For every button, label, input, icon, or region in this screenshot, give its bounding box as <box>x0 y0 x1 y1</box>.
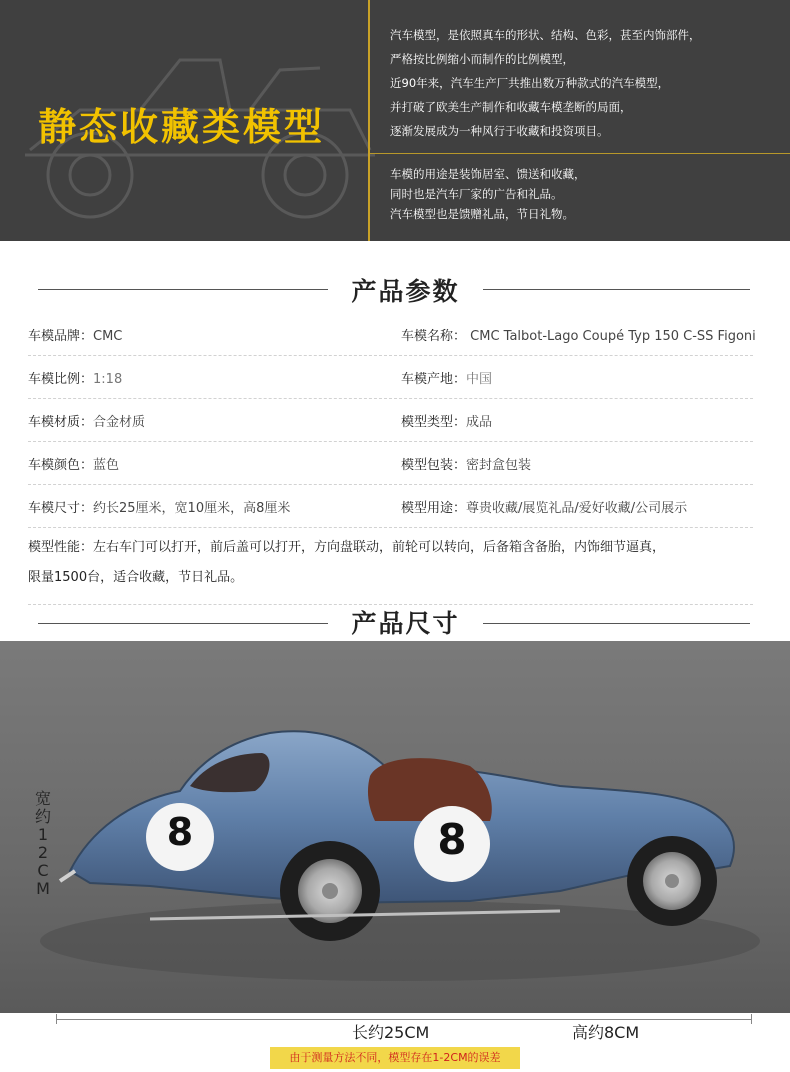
params-heading-text: 产品参数 <box>351 277 460 306</box>
param-label: 模型类型： <box>401 415 467 430</box>
param-value: 1:18 <box>93 372 123 387</box>
banner-intro-text <box>390 23 701 143</box>
param-row <box>28 355 753 399</box>
param-type <box>401 411 492 430</box>
param-label: 车模名称： <box>401 329 467 344</box>
param-value: 左右车门可以打开，前后盖可以打开，方向盘联动，前轮可以转向，后备箱含备胎，内饰细节逼真， <box>93 540 666 555</box>
banner-title: 静态收藏类模型 <box>38 104 326 149</box>
param-material <box>28 411 145 430</box>
dim-char: M <box>36 879 50 898</box>
performance-line: 限量1500台，适合收藏，节日礼品。 <box>28 570 244 585</box>
product-photo <box>0 641 790 1013</box>
params-section-heading <box>0 272 790 308</box>
usage-line: 同时也是汽车厂家的广告和礼品。 <box>390 187 563 201</box>
measurement-note: 由于测量方法不同，模型存在1-2CM的误差 <box>270 1047 520 1069</box>
front-wheel <box>627 836 717 926</box>
intro-line: 逐渐发展成为一种风行于收藏和投资项目。 <box>390 124 609 138</box>
banner-divider-horizontal <box>370 153 790 154</box>
size-section-heading <box>0 604 790 640</box>
heading-rule-right <box>483 289 750 290</box>
heading-rule-right <box>483 623 750 624</box>
race-number-rear: 8 <box>166 810 194 854</box>
param-row <box>28 441 753 485</box>
heading-rule-left <box>38 623 328 624</box>
param-value: 成品 <box>466 415 493 430</box>
usage-line: 汽车模型也是馈赠礼品，节日礼物。 <box>390 207 574 221</box>
param-scale <box>28 368 122 387</box>
dim-char: 1 <box>37 825 49 844</box>
dim-char: C <box>37 861 49 880</box>
param-label: 模型用途： <box>401 501 467 516</box>
param-row <box>28 312 756 356</box>
param-value: 合金材质 <box>93 415 146 430</box>
param-label: 车模颜色： <box>28 458 94 473</box>
param-label: 模型包装： <box>401 458 467 473</box>
param-usage <box>401 497 687 516</box>
param-origin <box>401 368 492 387</box>
dim-char: 宽 <box>34 789 51 808</box>
banner-divider-vertical <box>368 0 370 241</box>
param-performance <box>28 533 758 593</box>
param-model-name <box>401 325 756 344</box>
param-packaging <box>401 454 531 473</box>
param-value: 中国 <box>466 372 493 387</box>
length-dimension-label: 长约25CM <box>352 1023 430 1042</box>
param-value: 约长25厘米，宽10厘米，高8厘米 <box>93 501 291 516</box>
param-label: 车模材质： <box>28 415 94 430</box>
rear-wheel <box>280 841 380 941</box>
banner-usage-text <box>390 164 586 224</box>
height-dimension-label: 高约8CM <box>572 1023 640 1042</box>
param-brand <box>28 325 122 344</box>
heading-rule-left <box>38 289 328 290</box>
param-value: CMC Talbot-Lago Coupé Typ 150 C-SS Figoni <box>466 329 756 344</box>
param-value: CMC <box>93 329 123 344</box>
param-label: 模型性能： <box>28 540 94 555</box>
param-row <box>28 398 753 442</box>
param-label: 车模产地： <box>401 372 467 387</box>
param-value: 密封盒包装 <box>466 458 532 473</box>
race-number-door: 8 <box>437 815 467 864</box>
size-heading-text: 产品尺寸 <box>351 609 460 638</box>
intro-line: 严格按比例缩小而制作的比例模型， <box>390 52 574 66</box>
car-illustration <box>0 641 790 1013</box>
intro-line: 并打破了欧美生产制作和收藏车模垄断的局面， <box>390 100 632 114</box>
param-label: 车模尺寸： <box>28 501 94 516</box>
param-value: 尊贵收藏/展览礼品/爱好收藏/公司展示 <box>466 501 688 516</box>
dim-tick <box>56 1014 57 1024</box>
param-color <box>28 454 119 473</box>
header-banner <box>0 0 790 241</box>
usage-line: 车模的用途是装饰居室、馈送和收藏， <box>390 167 586 181</box>
param-size <box>28 497 290 516</box>
width-dimension-label <box>30 790 56 898</box>
param-label: 车模品牌： <box>28 329 94 344</box>
intro-line: 汽车模型，是依照真车的形状、结构、色彩，甚至内饰部件， <box>390 28 701 42</box>
param-row <box>28 484 753 528</box>
param-label: 车模比例： <box>28 372 94 387</box>
param-value: 蓝色 <box>93 458 120 473</box>
intro-line: 近90年来，汽车生产厂共推出数万种款式的汽车模型， <box>390 76 670 90</box>
performance-line <box>28 533 758 563</box>
dim-char: 约 <box>34 807 51 826</box>
dim-tick <box>751 1014 752 1024</box>
dim-char: 2 <box>37 843 49 862</box>
